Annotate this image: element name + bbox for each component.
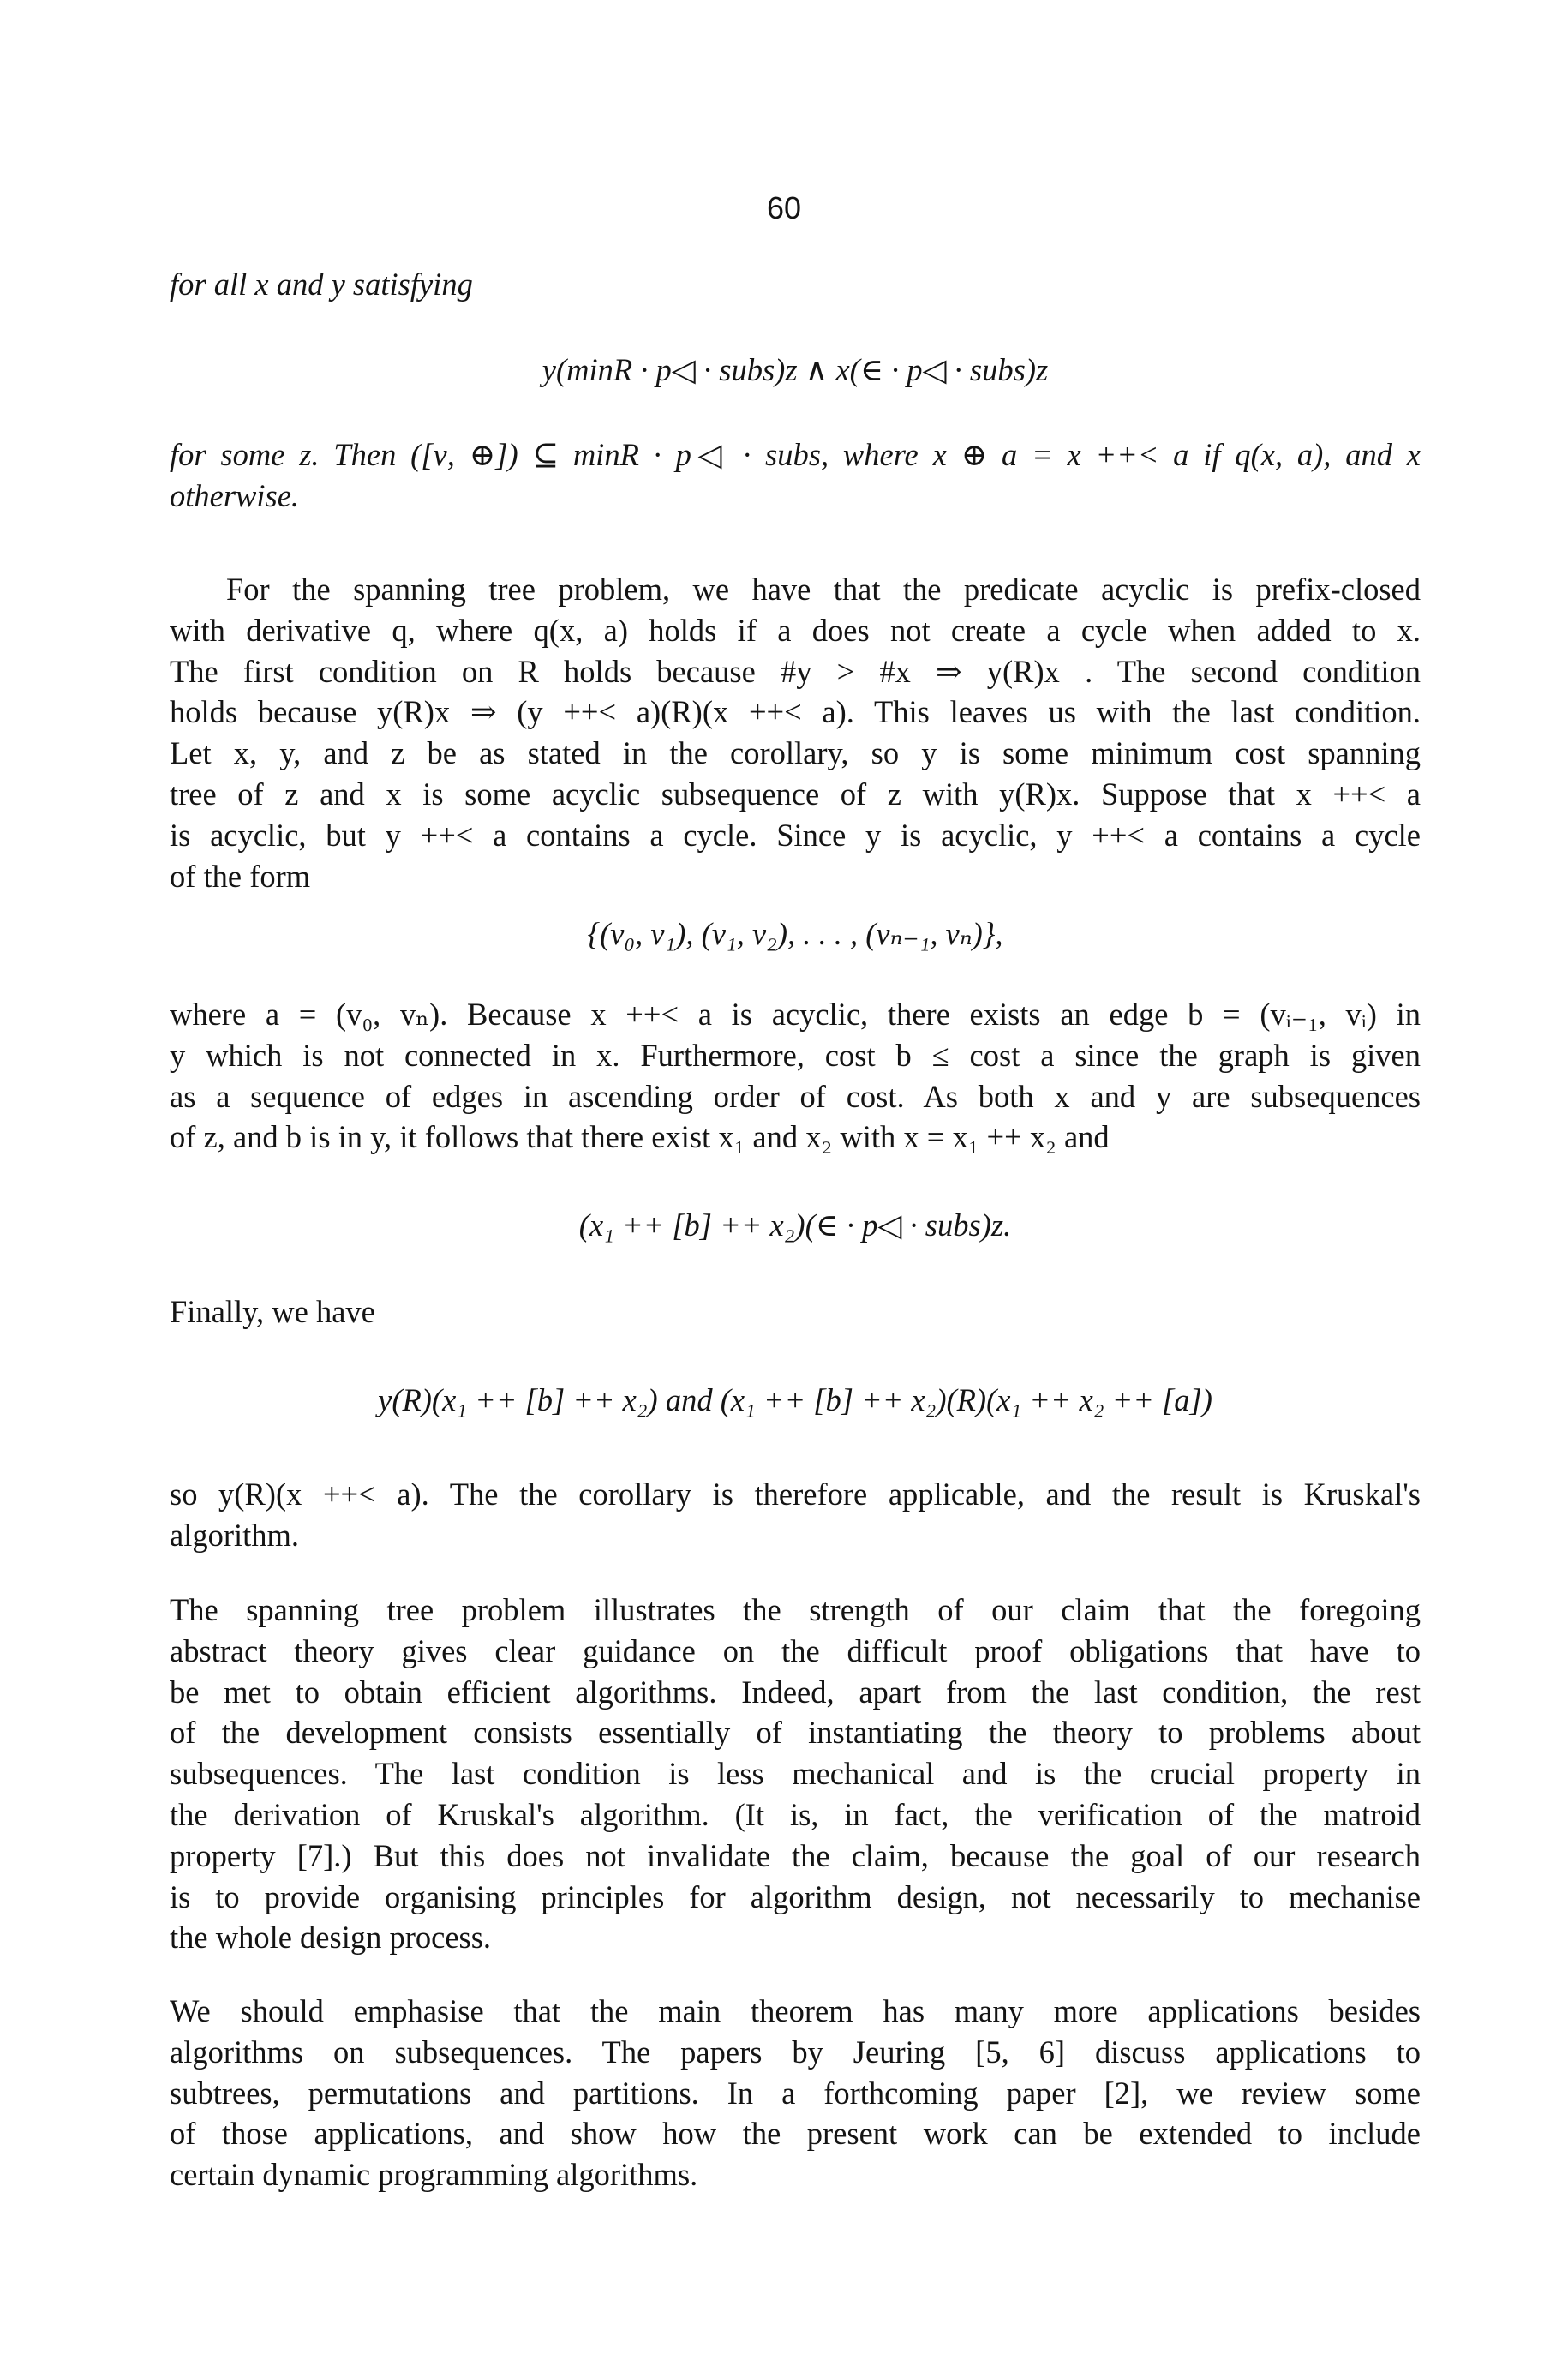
text-line: is acyclic, but y ++< a contains a cycle. Since y is acyclic, y ++< a contains a cycle [170,817,1421,853]
text-line: the whole design process. [170,1920,492,1956]
text-line: tree of z and x is some acyclic subsequence of z with y(R)x. Suppose that x ++< a [170,776,1421,812]
text-line: where a = (v₀, vₙ). Because x ++< a is acyclic, there exists an edge b = (vᵢ₋₁, vᵢ) in [170,997,1421,1032]
finally-line: Finally, we have [170,1294,375,1329]
theorem-line-2: for some z. Then ([ν, ⊕]) ⊆ minR · p◁ · subs, where x ⊕ a = x ++< a if q(x, a), and x [170,437,1421,472]
text-line: as a sequence of edges in ascending order of cost. As both x and y are subsequences [170,1078,1421,1114]
text-line: certain dynamic programming algorithms. [170,2157,698,2193]
theorem-text [170,434,1421,517]
text-line: of the form [170,858,311,894]
paragraph-cycle [170,994,1421,1158]
page-number: 60 [766,190,802,225]
display-equation-4: y(R)(x₁ ++ [b] ++ x₂) and (x₁ ++ [b] ++ x₂)(R)(x₁ ++ x₂ ++ [a]) [378,1382,1212,1417]
text-line: be met to obtain efficient algorithms. Indeed, apart from the last condition, the rest [170,1674,1421,1710]
text-line: y which is not connected in x. Furthermore, cost b ≤ cost a since the graph is given [170,1037,1421,1073]
text-line: The first condition on R holds because #y > #x ⇒ y(R)x . The second condition [170,653,1421,689]
text-line: with derivative q, where q(x, a) holds if a does not create a cycle when added to x. [170,612,1421,648]
text-line: is to provide organising principles for algorithm design, not necessarily to mechanise [170,1878,1421,1914]
text-line: algorithms on subsequences. The papers by Jeuring [5, 6] discuss applications to [170,2034,1421,2070]
display-equation-3: (x₁ ++ [b] ++ x₂)(∈ · p◁ · subs)z. [578,1207,1012,1243]
text-line: so y(R)(x ++< a). The the corollary is therefore applicable, and the result is Kruskal's [170,1477,1421,1512]
text-line: subsequences. The last condition is less mechanical and is the crucial property in [170,1756,1421,1792]
text-line: the derivation of Kruskal's algorithm. (It is, in fact, the verification of the matroid [170,1796,1421,1832]
paragraph-spanning-tree [170,569,1421,896]
text-line: property [7].) But this does not invalidate the claim, because the goal of our research [170,1837,1421,1873]
paragraph-strength [170,1590,1421,1958]
theorem-line-3: otherwise. [170,477,300,513]
text-line: of the development consists essentially of instantiating the theory to problems about [170,1715,1421,1751]
display-equation-2: {(v₀, v₁), (v₁, v₂), . . . , (vₙ₋₁, vₙ)}, [587,916,1003,951]
text-line: of those applications, and show how the present work can be extended to include [170,2116,1421,2152]
text-line: of z, and b is in y, it follows that there exist x₁ and x₂ with x = x₁ ++ x₂ and [170,1119,1110,1155]
theorem-line-1: for all x and y satisfying [170,267,473,302]
text-line: We should emphasise that the main theorem has many more applications besides [170,1993,1421,2028]
text-line: holds because y(R)x ⇒ (y ++< a)(R)(x ++< a). This leaves us with the last condition. [170,694,1421,730]
text-line: For the spanning tree problem, we have that the predicate acyclic is prefix-closed [226,572,1421,607]
text-line: The spanning tree problem illustrates the strength of our claim that the foregoing [170,1592,1421,1627]
paragraph-applications [170,1991,1421,2195]
display-equation-1: y(minR · p◁ · subs)z ∧ x(∈ · p◁ · subs)z [542,352,1049,387]
text-line: subtrees, permutations and partitions. In a forthcoming paper [2], we review some [170,2075,1421,2111]
text-line: Let x, y, and z be as stated in the corollary, so y is some minimum cost spanning [170,735,1421,771]
text-line: algorithm. [170,1517,300,1553]
paragraph-conclusion [170,1474,1421,1556]
text-line: abstract theory gives clear guidance on the difficult proof obligations that have to [170,1632,1421,1668]
